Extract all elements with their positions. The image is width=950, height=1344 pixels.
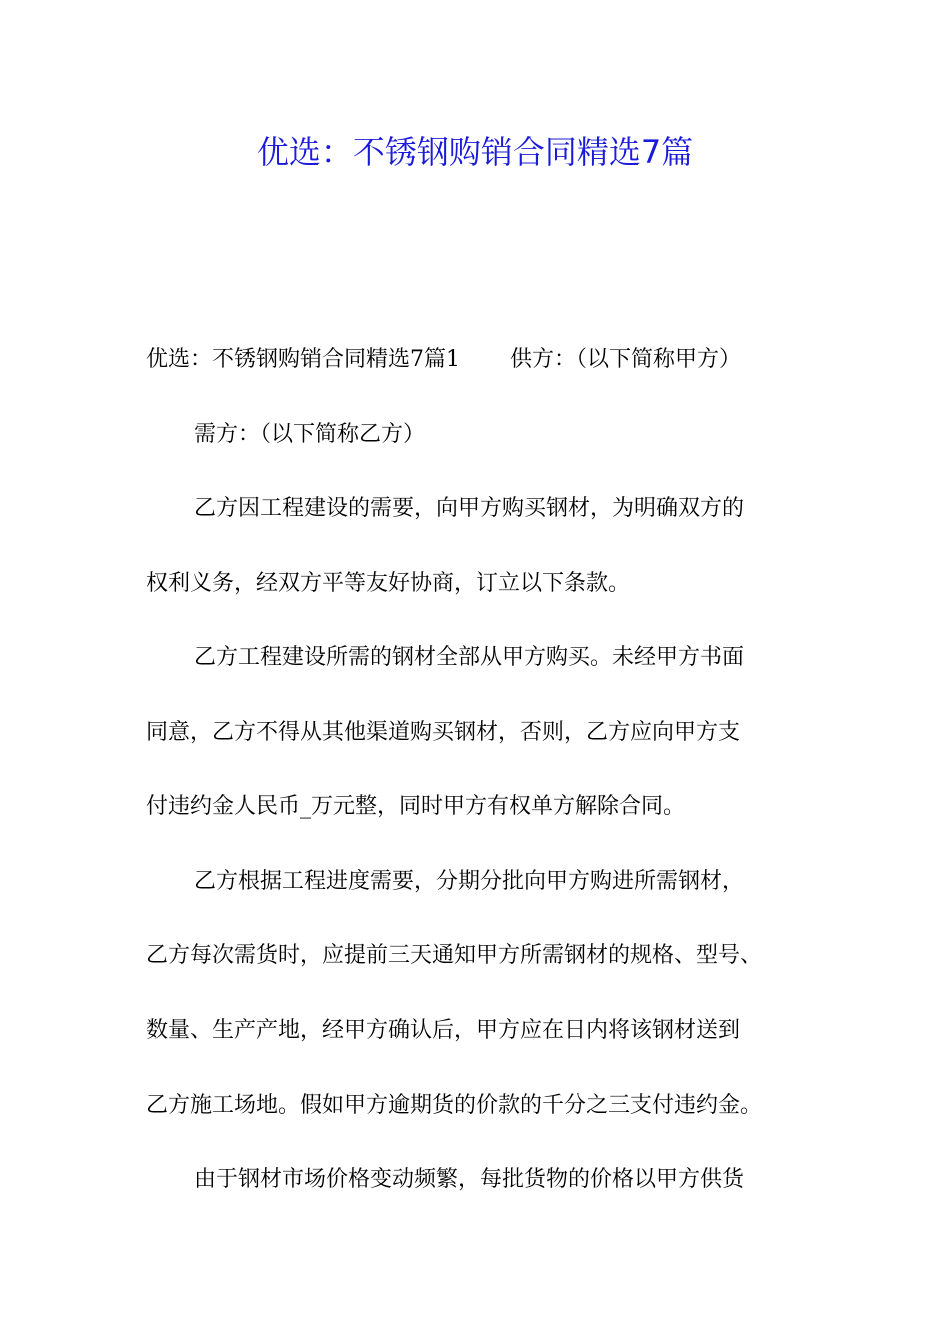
- paragraph-line: [146, 345, 741, 375]
- paragraph-line: 数量、生产产地，经甲方确认后，甲方应在日内将该钢材送到: [146, 1018, 741, 1043]
- paragraph-line: 由于钢材市场价格变动频繁，每批货物的价格以甲方供货: [194, 1167, 745, 1192]
- section-heading: 优选：不锈钢购销合同精选7篇1: [146, 347, 460, 372]
- supplier-line: 供方：（以下简称甲方）: [510, 347, 742, 372]
- document-title: 优选：不锈钢购销合同精选7篇: [256, 133, 694, 171]
- paragraph-line: 付违约金人民币_万元整，同时甲方有权单方解除合同。: [146, 794, 686, 819]
- paragraph-line: 乙方根据工程进度需要，分期分批向甲方购进所需钢材，: [194, 869, 745, 894]
- paragraph-line: 乙方因工程建设的需要，向甲方购买钢材，为明确双方的: [194, 496, 745, 521]
- paragraph-line: 乙方工程建设所需的钢材全部从甲方购买。未经甲方书面: [194, 645, 745, 670]
- paragraph-line: 同意，乙方不得从其他渠道购买钢材，否则，乙方应向甲方支: [146, 720, 741, 745]
- paragraph-line: 权利义务，经双方平等友好协商，订立以下条款。: [146, 571, 631, 596]
- buyer-line: 需方：（以下简称乙方）: [194, 422, 426, 447]
- paragraph-line: 乙方每次需货时，应提前三天通知甲方所需钢材的规格、型号、: [146, 943, 763, 968]
- paragraph-line: 乙方施工场地。假如甲方逾期货的价款的千分之三支付违约金。: [146, 1093, 763, 1118]
